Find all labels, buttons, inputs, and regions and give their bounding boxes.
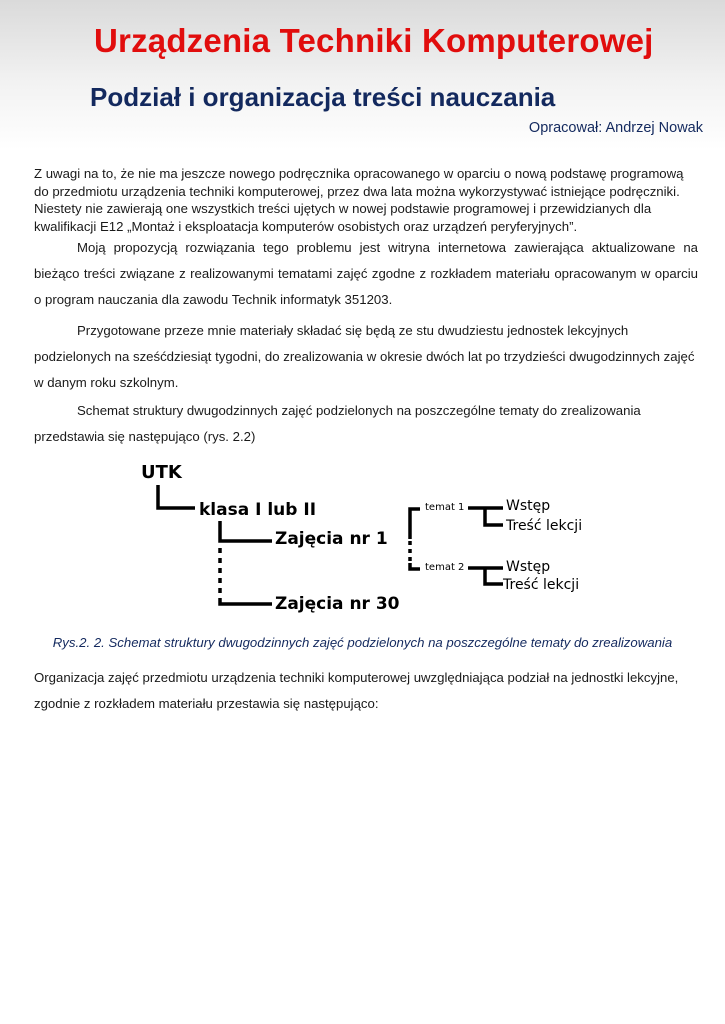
author-line: Opracował: Andrzej Nowak bbox=[528, 120, 703, 136]
page-title: Urządzenia Techniki Komputerowej bbox=[94, 22, 654, 59]
diagram-lesson-first: Zajęcia nr 1 bbox=[275, 529, 388, 549]
diagram-topic1-content: Treść lekcji bbox=[506, 518, 583, 534]
connector-topic2-content bbox=[485, 568, 503, 584]
connector-class-lesson1 bbox=[220, 521, 272, 541]
paragraph-proposal: Moją propozycją rozwiązania tego problemu jest witryna internetowa zawierająca aktualizowane na bieżąco treści związane z realizowanymi tematami zajęć zgodne z rozkładem materiału opracowanym w oparciu o program nauczania dla zawodu Technik informatyk 351203. bbox=[34, 240, 698, 307]
diagram-topic2-label: temat 2 bbox=[425, 562, 465, 573]
diagram-class: klasa I lub II bbox=[199, 500, 317, 520]
paragraph-materials: Przygotowane przeze mnie materiały składać się będą ze stu dwudziestu jednostek lekcyjnych podzielonych na sześćdziesiąt tygodni, do zrealizowania w okresie dwóch lat po trzydzieści dwugodzinnych zajęć w danym roku szkolnym. bbox=[34, 323, 695, 390]
connector-topic1 bbox=[410, 509, 420, 539]
paragraph-schema-intro: Schemat struktury dwugodzinnych zajęć podzielonych na poszczególne tematy do zrealizowania przedstawia się następująco (rys. 2.2) bbox=[34, 403, 641, 444]
connector-topic2 bbox=[410, 563, 420, 569]
diagram-root: UTK bbox=[141, 462, 182, 483]
diagram-topic2-content: Treść lekcji bbox=[503, 577, 580, 593]
connector-topic1-content bbox=[485, 508, 503, 525]
diagram-lesson-last: Zajęcia nr 30 bbox=[275, 594, 400, 614]
page-subtitle: Podział i organizacja treści nauczania bbox=[90, 82, 556, 112]
structure-diagram bbox=[0, 455, 725, 630]
connector-utk-class bbox=[158, 485, 195, 508]
diagram-topic2-intro: Wstęp bbox=[506, 559, 551, 575]
figure-caption: Rys.2. 2. Schemat struktury dwugodzinnych zajęć podzielonych na poszczególne tematy do zrealizowania bbox=[52, 635, 673, 650]
connector-lesson30 bbox=[220, 598, 272, 604]
diagram-topic1-intro: Wstęp bbox=[506, 498, 551, 514]
diagram-topic1-label: temat 1 bbox=[425, 502, 465, 513]
paragraph-organization: Organizacja zajęć przedmiotu urządzenia techniki komputerowej uwzględniająca podział na jednostki lekcyjne, zgodnie z rozkładem materiału przestawia się następująco: bbox=[34, 670, 679, 711]
paragraph-intro: Z uwagi na to, że nie ma jeszcze nowego podręcznika opracowanego w oparciu o nową podstawę programową do przedmiotu urządzenia techniki komputerowej, przez dwa lata można wykorzystywać istniejące podręczniki. Niestety nie zawierają one wszystkich treści ujętych w nowej podstawie programowej i przewidzianych dla kwalifikacji E12 „Montaż i eksploatacja komputerów osobistych oraz urządzeń peryferyjnych”. bbox=[34, 166, 684, 234]
